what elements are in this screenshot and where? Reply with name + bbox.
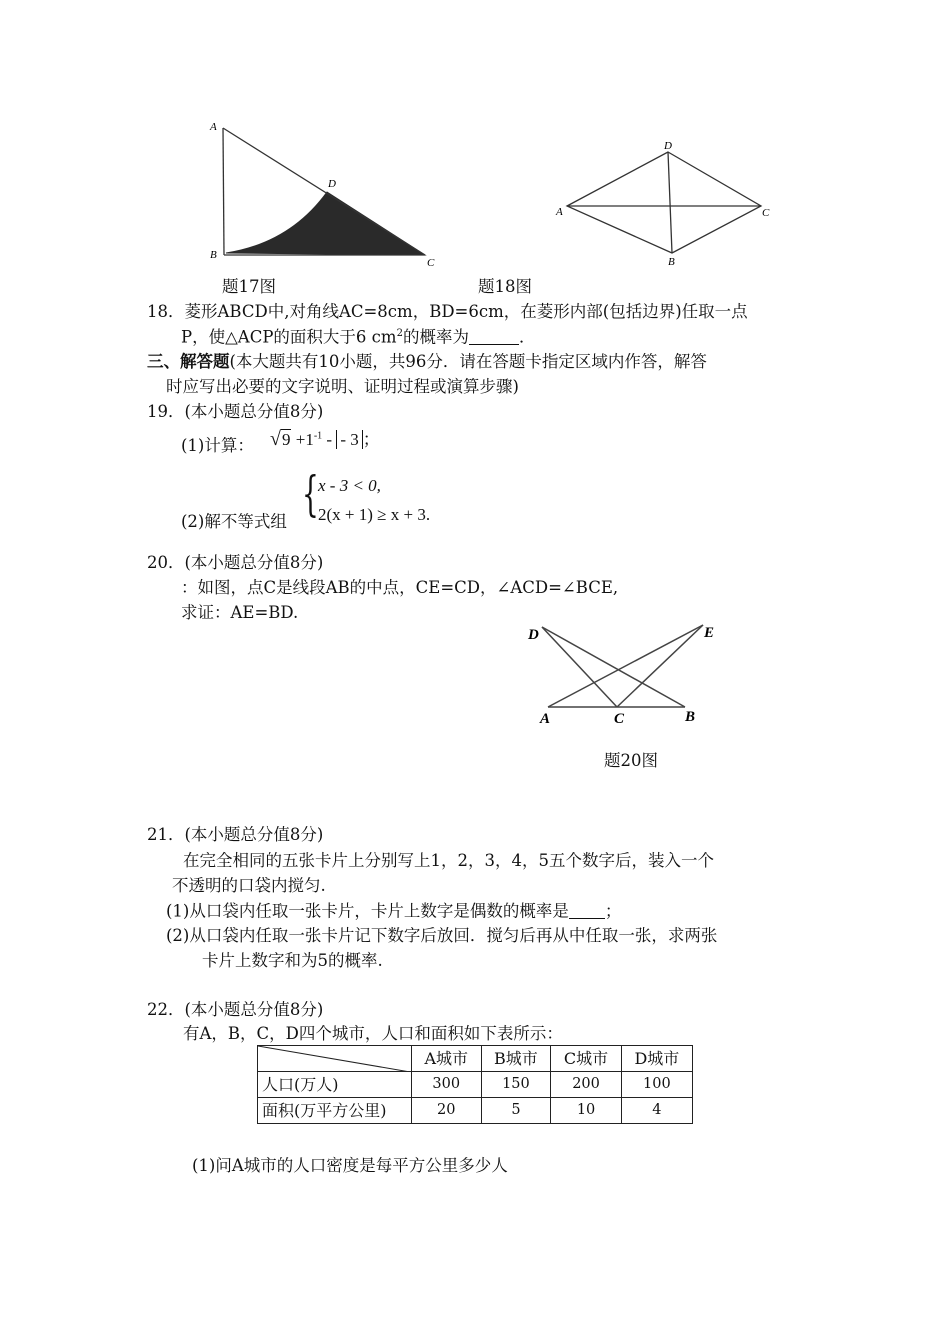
label-d: D [664, 140, 672, 152]
segment-ce [617, 625, 703, 707]
section3-title: 三、解答题 [147, 352, 230, 371]
q21-line2: 不透明的口袋内搅匀. [172, 876, 326, 895]
table-cell: 20 [412, 1098, 482, 1124]
table-cell: 5 [481, 1098, 551, 1124]
q19-brace: { [302, 466, 319, 522]
label-e: E [704, 625, 715, 641]
q19-ineq2: 2(x + 1) ≥ x + 3. [318, 505, 431, 524]
q18-text2: P，使△ACP的面积大于6 cm [181, 327, 397, 347]
label-c: C [614, 711, 625, 727]
col-header: A城市 [412, 1046, 482, 1072]
diagonal-bd [668, 152, 672, 253]
q18-number: 18． [147, 302, 185, 321]
q21-part1-end: ； [604, 901, 622, 921]
label-b: B [685, 709, 696, 725]
table-cell: 10 [551, 1098, 621, 1124]
figure-20 [520, 615, 730, 730]
q21-part2-line2: 卡片上数字和为5的概率. [202, 951, 383, 970]
caption-fig17: 题17图 [222, 277, 276, 296]
q19-expression [270, 427, 380, 451]
segment-ab [223, 128, 224, 255]
q19-ineq1: x - 3 < 0, [318, 476, 381, 495]
q19-part1-label: (1)计算： [181, 436, 254, 455]
section3-line2: 时应写出必要的文字说明、证明过程或演算步骤) [166, 377, 519, 396]
q22-part1: (1)问A城市的人口密度是每平方公里多少人 [192, 1156, 508, 1175]
diagonal-line [258, 1046, 412, 1072]
abs-value: - 3 [336, 430, 362, 449]
label-b: B [210, 249, 217, 261]
shaded-region [226, 192, 425, 255]
q18-text1: 菱形ABCD中,对角线AC=8cm，BD=6cm，在菱形内部(包括边界)任取一点 [184, 302, 748, 321]
q19-semicolon: ； [362, 430, 380, 449]
table-row [258, 1098, 693, 1124]
segment-bd [542, 627, 685, 707]
q21-answer-blank[interactable] [569, 901, 605, 919]
col-header: C城市 [551, 1046, 621, 1072]
table-corner [258, 1046, 412, 1072]
q21-part1 [166, 901, 621, 921]
sqrt-sign: √ [270, 428, 281, 450]
q18-sup: 2 [396, 328, 403, 339]
section3-line1 [147, 352, 707, 372]
q18-text3: 的概率为 [402, 327, 469, 347]
table-cell: 100 [621, 1072, 692, 1098]
caption-fig20: 题20图 [604, 751, 658, 770]
q22-intro: 有A，B，C，D四个城市，人口和面积如下表所示： [183, 1024, 563, 1043]
table-header-row [258, 1046, 693, 1072]
label-b: B [668, 256, 675, 268]
rhombus-abcd [567, 152, 761, 253]
label-a: A [556, 206, 563, 218]
table-cell: 4 [621, 1098, 692, 1124]
label-d: D [328, 178, 336, 190]
q20-line2: 求证：AE=BD. [181, 603, 299, 622]
q21-part1-text: (1)从口袋内任取一张卡片，卡片上数字是偶数的概率是 [166, 901, 569, 921]
plus-one: +1 [295, 430, 314, 449]
row-label: 人口(万人) [258, 1072, 412, 1098]
q18-line1 [147, 302, 748, 322]
q18-line2 [181, 327, 535, 347]
q22-header: 22．(本小题总分值8分) [147, 1000, 324, 1019]
q21-part2-line1: (2)从口袋内任取一张卡片记下数字后放回．搅匀后再从中任取一张，求两张 [166, 926, 718, 945]
table-cell: 300 [412, 1072, 482, 1098]
label-c: C [427, 257, 435, 269]
segment-cd [542, 627, 617, 707]
figure-17 [200, 115, 445, 270]
figure-18 [550, 135, 785, 270]
row-label: 面积(万平方公里) [258, 1098, 412, 1124]
q21-line1: 在完全相同的五张卡片上分别写上1，2，3，4，5五个数字后，装入一个 [183, 851, 714, 870]
q19-part2-label: (2)解不等式组 [181, 512, 287, 531]
sqrt-arg: 9 [281, 430, 291, 449]
section3-desc1: (本大题共有10小题，共96分．请在答题卡指定区域内作答，解答 [229, 352, 707, 371]
label-a: A [540, 711, 551, 727]
exponent: -1 [313, 430, 323, 442]
q18-answer-blank[interactable] [469, 327, 519, 345]
caption-fig18: 题18图 [478, 277, 532, 296]
table-cell: 200 [551, 1072, 621, 1098]
q18-period: ． [518, 327, 536, 347]
q20-header: 20．(本小题总分值8分) [147, 553, 324, 572]
label-c: C [762, 207, 770, 219]
segment-ae [548, 625, 703, 707]
q19-header: 19．(本小题总分值8分) [147, 402, 324, 421]
col-header: B城市 [481, 1046, 551, 1072]
minus-sign: - [326, 430, 333, 449]
table-cell: 150 [481, 1072, 551, 1098]
q19-part1 [181, 436, 254, 456]
q21-header: 21．(本小题总分值8分) [147, 825, 324, 844]
table-row [258, 1072, 693, 1098]
label-a: A [210, 121, 217, 133]
city-table [257, 1045, 693, 1124]
col-header: D城市 [621, 1046, 692, 1072]
label-d: D [528, 627, 539, 643]
q20-line1: ：如图，点C是线段AB的中点，CE=CD，∠ACD=∠BCE, [181, 578, 619, 597]
